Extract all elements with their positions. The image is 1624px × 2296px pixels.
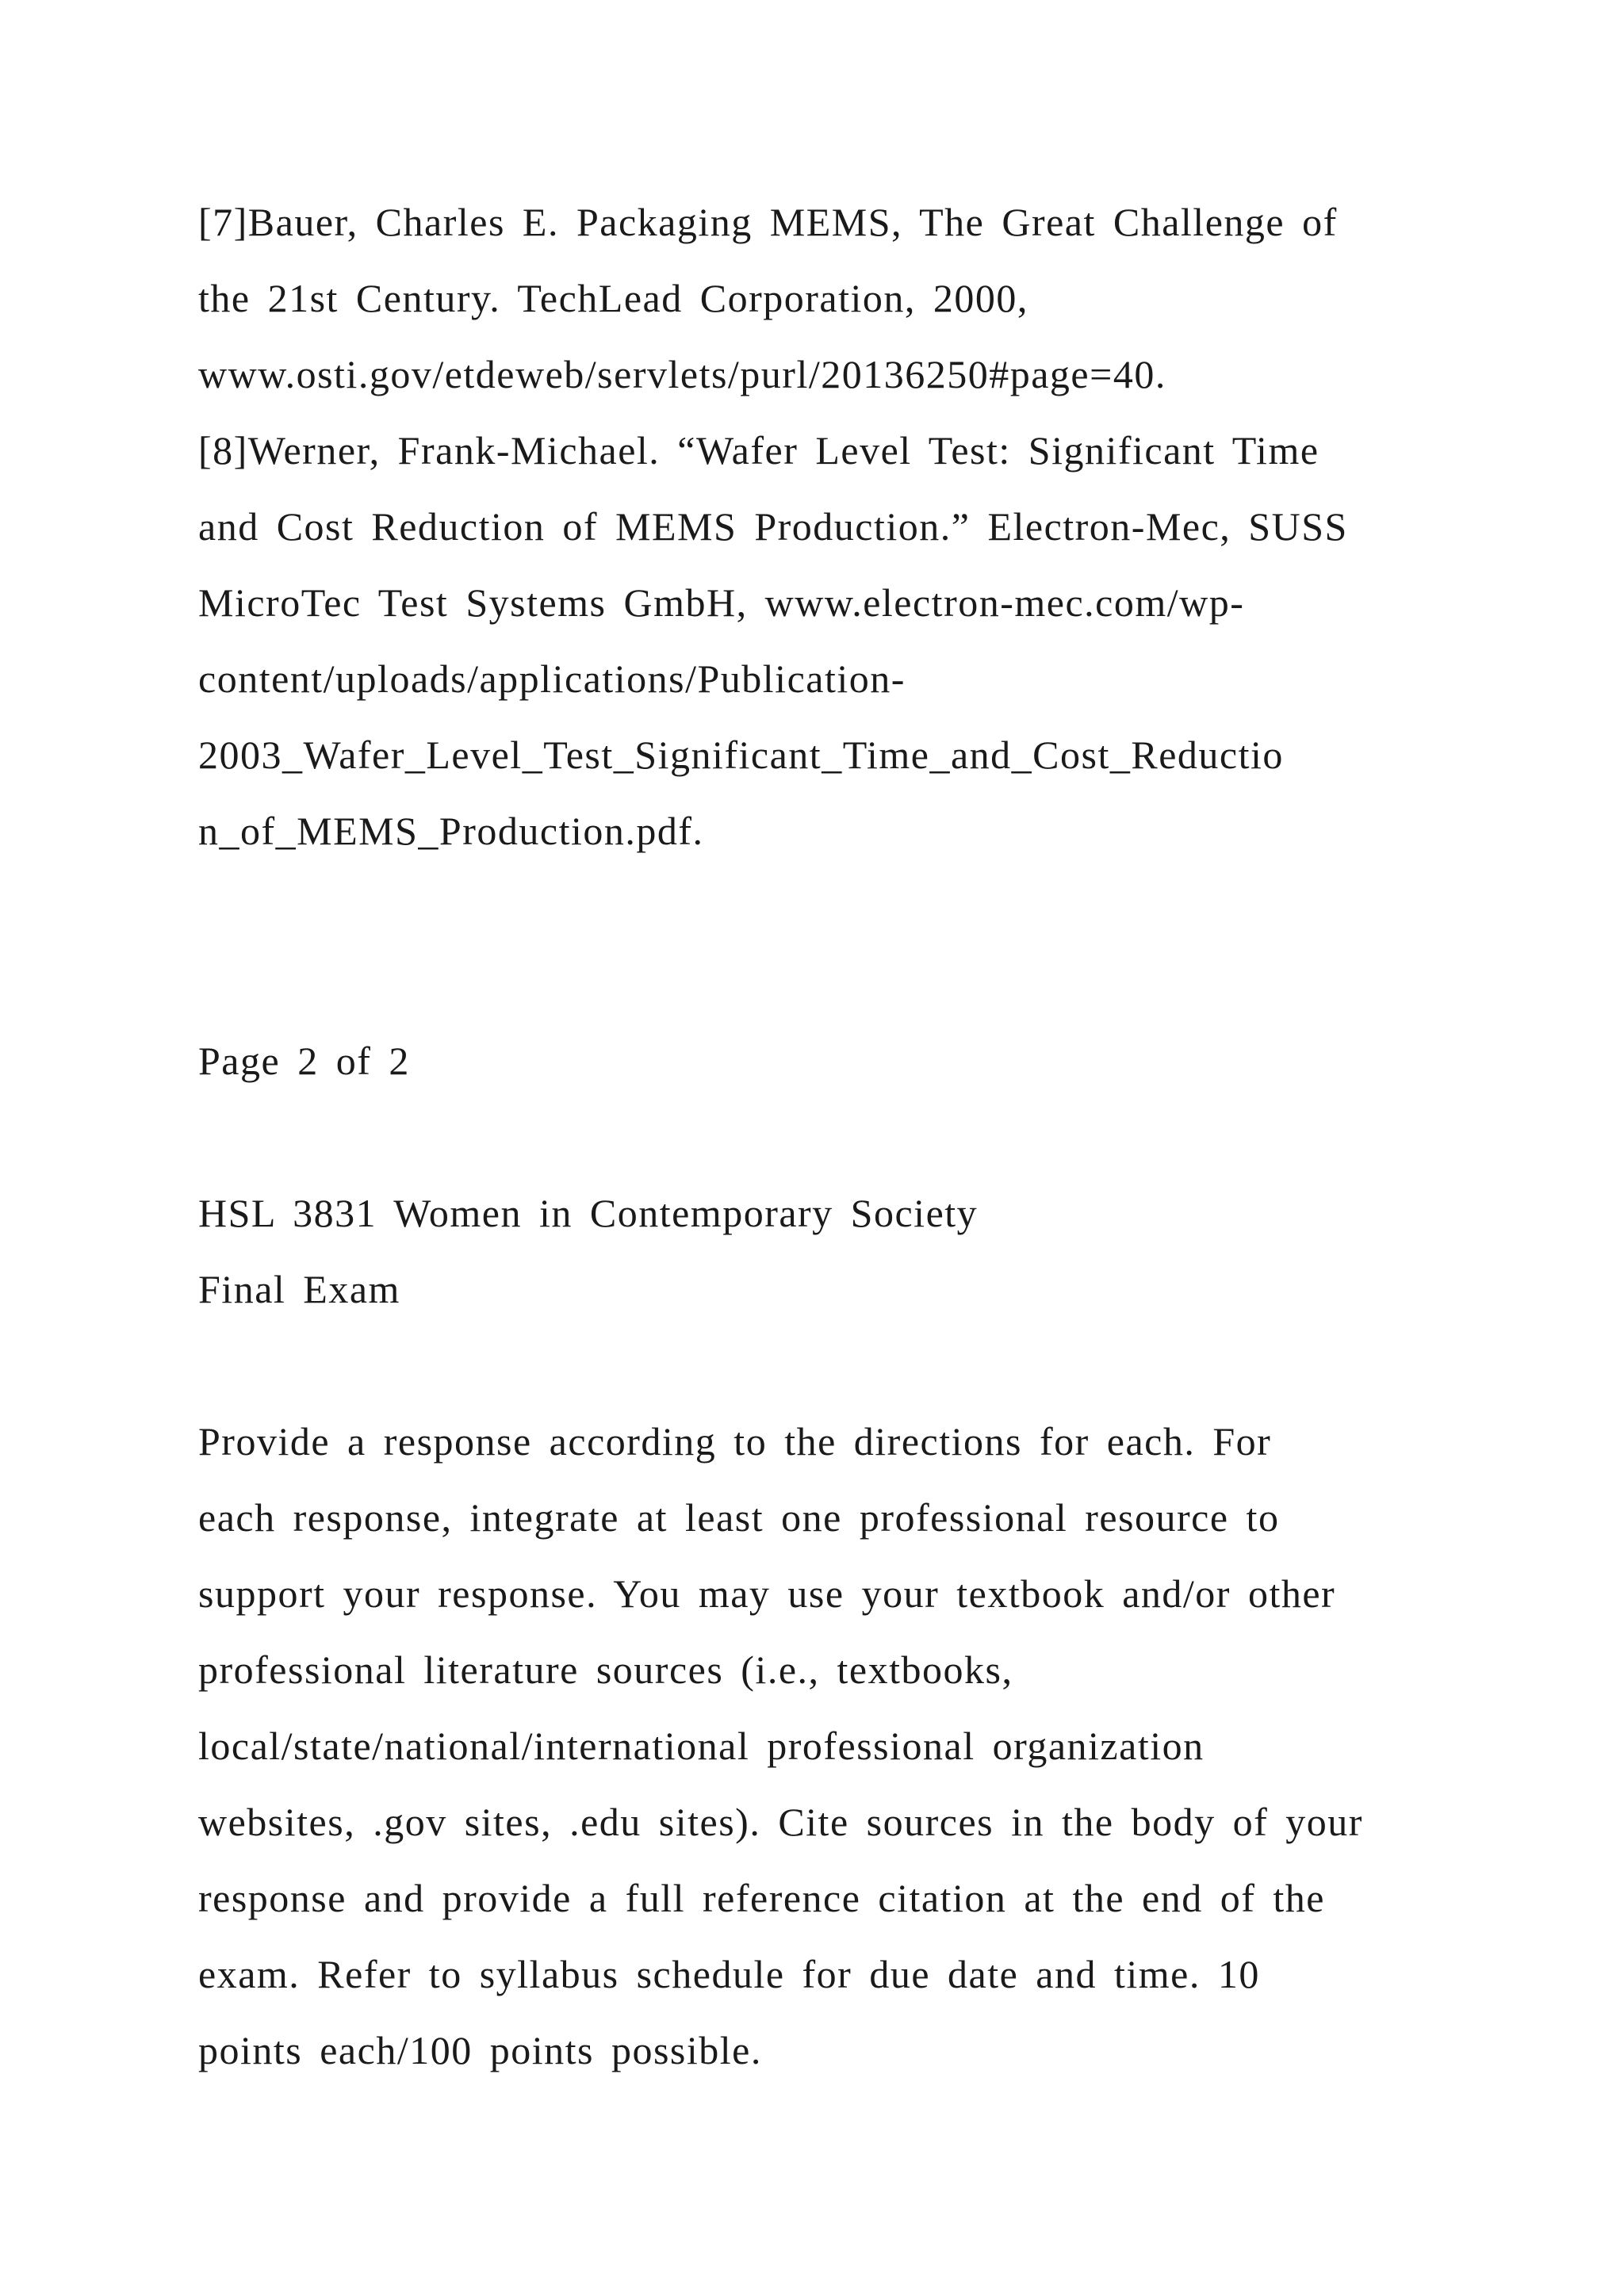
page-number: Page 2 of 2 bbox=[198, 1039, 410, 1083]
directions-line-7: response and provide a full reference citation at the end of the bbox=[198, 1876, 1325, 1920]
reference-8-line-1: [8]Werner, Frank-Michael. “Wafer Level Test: Significant Time bbox=[198, 428, 1320, 473]
reference-8-line-6: n_of_MEMS_Production.pdf. bbox=[198, 809, 704, 853]
reference-7-line-1: [7]Bauer, Charles E. Packaging MEMS, The Great Challenge of bbox=[198, 200, 1338, 244]
directions-line-8: exam. Refer to syllabus schedule for due date and time. 10 bbox=[198, 1952, 1260, 1996]
directions-line-4: professional literature sources (i.e., textbooks, bbox=[198, 1647, 1013, 1692]
reference-7-line-3: www.osti.gov/etdeweb/servlets/purl/20136250#page=40. bbox=[198, 352, 1166, 396]
directions-line-2: each response, integrate at least one professional resource to bbox=[198, 1495, 1280, 1540]
reference-8-line-2: and Cost Reduction of MEMS Production.” Electron-Mec, SUSS bbox=[198, 504, 1348, 549]
reference-8-line-3: MicroTec Test Systems GmbH, www.electron-mec.com/wp- bbox=[198, 580, 1245, 625]
reference-8-line-4: content/uploads/applications/Publication- bbox=[198, 656, 906, 701]
exam-title: Final Exam bbox=[198, 1267, 400, 1311]
directions-line-5: local/state/national/international professional organization bbox=[198, 1724, 1205, 1768]
directions-line-9: points each/100 points possible. bbox=[198, 2028, 762, 2072]
directions-line-6: websites, .gov sites, .edu sites). Cite sources in the body of your bbox=[198, 1800, 1363, 1844]
directions-line-3: support your response. You may use your textbook and/or other bbox=[198, 1571, 1336, 1616]
directions-line-1: Provide a response according to the directions for each. For bbox=[198, 1419, 1272, 1464]
reference-7-line-2: the 21st Century. TechLead Corporation, 2000, bbox=[198, 276, 1028, 320]
reference-8-line-5: 2003_Wafer_Level_Test_Significant_Time_and_Cost_Reductio bbox=[198, 733, 1284, 777]
course-title: HSL 3831 Women in Contemporary Society bbox=[198, 1191, 979, 1235]
